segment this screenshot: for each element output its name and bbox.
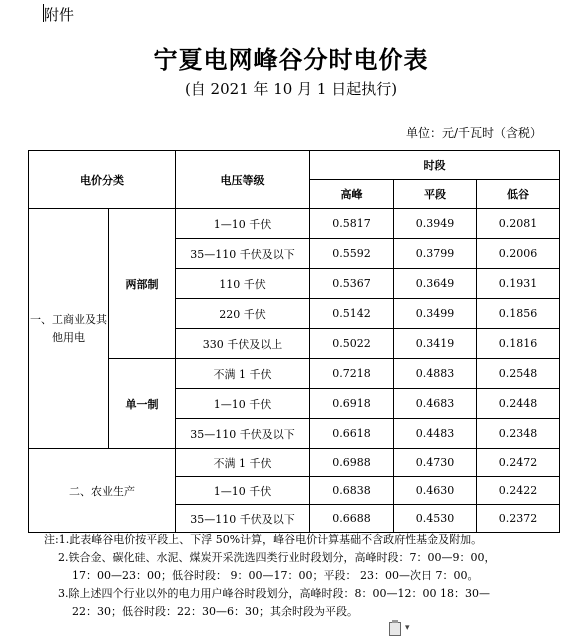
- flat-price: 0.3499: [394, 299, 477, 329]
- clipboard-paste-icon[interactable]: [389, 622, 401, 636]
- peak-price: 0.6688: [310, 505, 394, 533]
- notes-block: [44, 531, 564, 621]
- header-valley: 低谷: [477, 180, 560, 209]
- voltage-cell: 不满 1 千伏: [176, 359, 310, 389]
- flat-price: 0.3419: [394, 329, 477, 359]
- valley-price: 0.2422: [477, 477, 560, 505]
- flat-price: 0.4730: [394, 449, 477, 477]
- valley-price: 0.2006: [477, 239, 560, 269]
- peak-price: 0.6618: [310, 419, 394, 449]
- note-line-5: 22：30；低谷时段：22：30—6：30；其余时段为平段。: [72, 605, 358, 618]
- valley-price: 0.2348: [477, 419, 560, 449]
- note-line-3: 17：00—23：00；低谷时段： 9：00—17：00；平段： 23：00—次日 7：00。: [72, 569, 479, 582]
- header-category: 电价分类: [29, 151, 176, 209]
- flat-price: 0.4683: [394, 389, 477, 419]
- valley-price: 0.1856: [477, 299, 560, 329]
- note-line-1: 注:1.此表峰谷电价按平段上、下浮 50%计算，峰谷电价计算基础不含政府性基金及附加。: [44, 533, 483, 546]
- voltage-cell: 35—110 千伏及以下: [176, 239, 310, 269]
- table-row: [29, 209, 560, 239]
- voltage-cell: 不满 1 千伏: [176, 449, 310, 477]
- attachment-label: 附件: [44, 6, 75, 24]
- voltage-cell: 1—10 千伏: [176, 477, 310, 505]
- valley-price: 0.2372: [477, 505, 560, 533]
- subcategory-two-part: 两部制: [109, 209, 176, 359]
- header-voltage: 电压等级: [176, 151, 310, 209]
- peak-price: 0.5142: [310, 299, 394, 329]
- page-title: 宁夏电网峰谷分时电价表: [153, 45, 429, 74]
- note-line-4: 3.除上述四个行业以外的电力用户峰谷时段划分，高峰时段：8：00—12：00 18：30—: [58, 587, 490, 600]
- paste-options-dropdown[interactable]: ▾: [405, 623, 410, 633]
- voltage-cell: 35—110 千伏及以下: [176, 419, 310, 449]
- table-row: [29, 359, 560, 389]
- flat-price: 0.4883: [394, 359, 477, 389]
- header-flat: 平段: [394, 180, 477, 209]
- category-commercial: 一、工商业及其他用电: [29, 209, 109, 449]
- flat-price: 0.3949: [394, 209, 477, 239]
- peak-price: 0.6918: [310, 389, 394, 419]
- table-row: [29, 449, 560, 477]
- flat-price: 0.3799: [394, 239, 477, 269]
- category-agriculture: 二、农业生产: [29, 449, 176, 533]
- valley-price: 0.1816: [477, 329, 560, 359]
- voltage-cell: 330 千伏及以上: [176, 329, 310, 359]
- valley-price: 0.2081: [477, 209, 560, 239]
- valley-price: 0.1931: [477, 269, 560, 299]
- valley-price: 0.2448: [477, 389, 560, 419]
- valley-price: 0.2548: [477, 359, 560, 389]
- voltage-cell: 1—10 千伏: [176, 209, 310, 239]
- voltage-cell: 1—10 千伏: [176, 389, 310, 419]
- note-line-2: 2.铁合金、碳化硅、水泥、煤炭开采洗选四类行业时段划分，高峰时段：7：00—9：00，: [58, 551, 496, 564]
- voltage-cell: 220 千伏: [176, 299, 310, 329]
- subcategory-single: 单一制: [109, 359, 176, 449]
- peak-price: 0.5022: [310, 329, 394, 359]
- flat-price: 0.4630: [394, 477, 477, 505]
- price-table: [28, 150, 560, 533]
- peak-price: 0.6838: [310, 477, 394, 505]
- peak-price: 0.5367: [310, 269, 394, 299]
- voltage-cell: 110 千伏: [176, 269, 310, 299]
- header-peak: 高峰: [310, 180, 394, 209]
- flat-price: 0.4530: [394, 505, 477, 533]
- peak-price: 0.5592: [310, 239, 394, 269]
- valley-price: 0.2472: [477, 449, 560, 477]
- flat-price: 0.4483: [394, 419, 477, 449]
- peak-price: 0.7218: [310, 359, 394, 389]
- flat-price: 0.3649: [394, 269, 477, 299]
- peak-price: 0.5817: [310, 209, 394, 239]
- peak-price: 0.6988: [310, 449, 394, 477]
- header-period: 时段: [310, 151, 560, 180]
- page-subtitle: (自 2021 年 10 月 1 日起执行): [184, 80, 398, 98]
- unit-note: 单位：元/千瓦时（含税）: [405, 126, 542, 140]
- voltage-cell: 35—110 千伏及以下: [176, 505, 310, 533]
